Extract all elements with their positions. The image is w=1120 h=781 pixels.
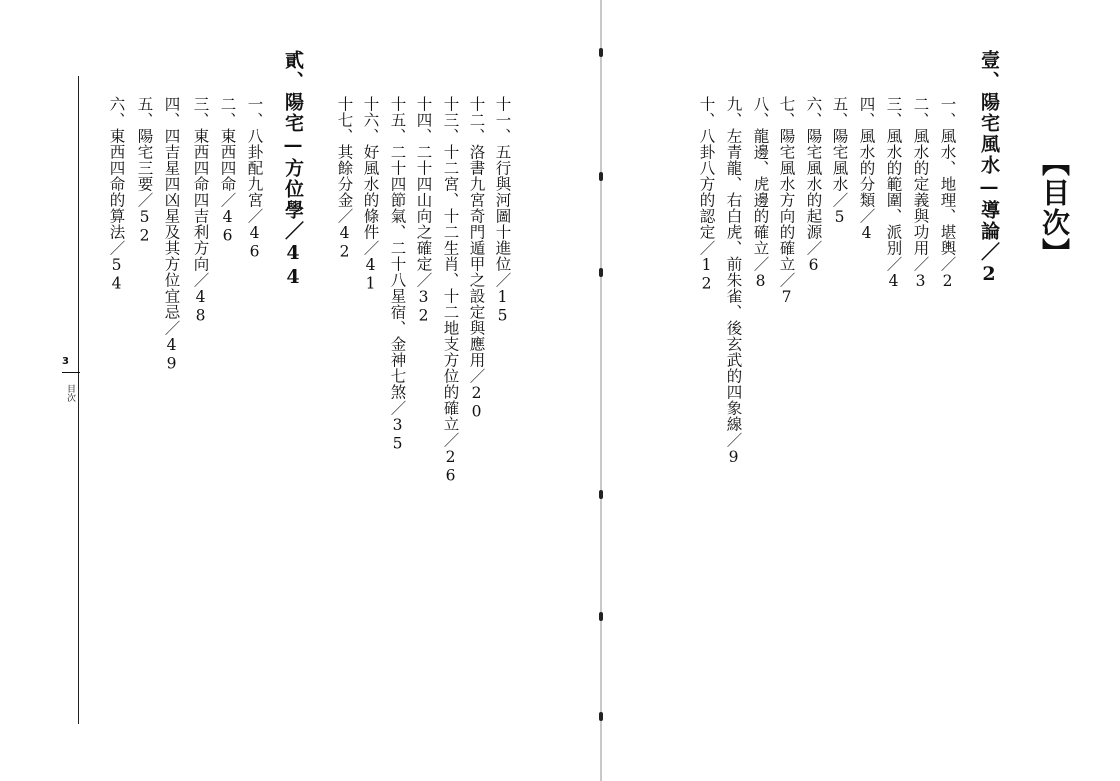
page-title: 【目次】	[1038, 148, 1071, 268]
right-page	[602, 0, 1120, 781]
toc-entry: 十五、二十四節氣、二十八星宿、金神七煞／35	[388, 96, 407, 453]
toc-entry: 八、龍邊、虎邊的確立／8	[751, 96, 770, 291]
toc-entry: 十一、五行與河圖十進位／15	[493, 96, 512, 325]
toc-entry: 三、風水的範圍、派別／4	[884, 96, 903, 291]
toc-entry: 十七、其餘分金／42	[335, 96, 354, 261]
toc-entry: 十、八卦八方的認定／12	[697, 96, 716, 293]
toc-entry: 五、陽宅風水／5	[830, 96, 849, 227]
page-edge-rule	[78, 76, 79, 724]
toc-entry: 十六、好風水的條件／41	[361, 96, 380, 293]
toc-entry: 五、陽宅三要／52	[135, 96, 154, 245]
section-heading: 壹、陽宅風水—導論／2	[978, 50, 1000, 287]
toc-entry: 二、風水的定義與功用／3	[911, 96, 930, 291]
toc-entry: 六、東西四命的算法／54	[107, 96, 126, 293]
toc-entry: 九、左青龍、右白虎、前朱雀、後玄武的四象線／9	[724, 96, 743, 467]
toc-entry: 十三、十二宮、十二生肖、十二地支方位的確立／26	[441, 96, 460, 485]
toc-entry: 七、陽宅風水方向的確立／7	[777, 96, 796, 307]
toc-entry: 一、八卦配九宮／46	[245, 96, 264, 261]
folio-label: 目次	[65, 384, 75, 402]
folio-number: 3	[62, 356, 69, 367]
toc-entry: 二、東西四命／46	[218, 96, 237, 245]
toc-entry: 四、風水的分類／4	[857, 96, 876, 243]
toc-entry: 十四、二十四山向之確定／32	[414, 96, 433, 325]
section-heading: 貳、陽宅—方位學／44	[282, 50, 304, 290]
toc-entry: 三、東西四命四吉利方向／48	[191, 96, 210, 325]
toc-entry: 一、風水、地理、堪輿／2	[938, 96, 957, 291]
toc-entry: 四、四吉星四凶星及其方位宜忌／49	[162, 96, 181, 373]
folio-divider	[62, 372, 80, 373]
toc-entry: 十二、洛書九宮奇門遁甲之設定與應用／20	[467, 96, 486, 421]
toc-entry: 六、陽宅風水的起源／6	[804, 96, 823, 275]
